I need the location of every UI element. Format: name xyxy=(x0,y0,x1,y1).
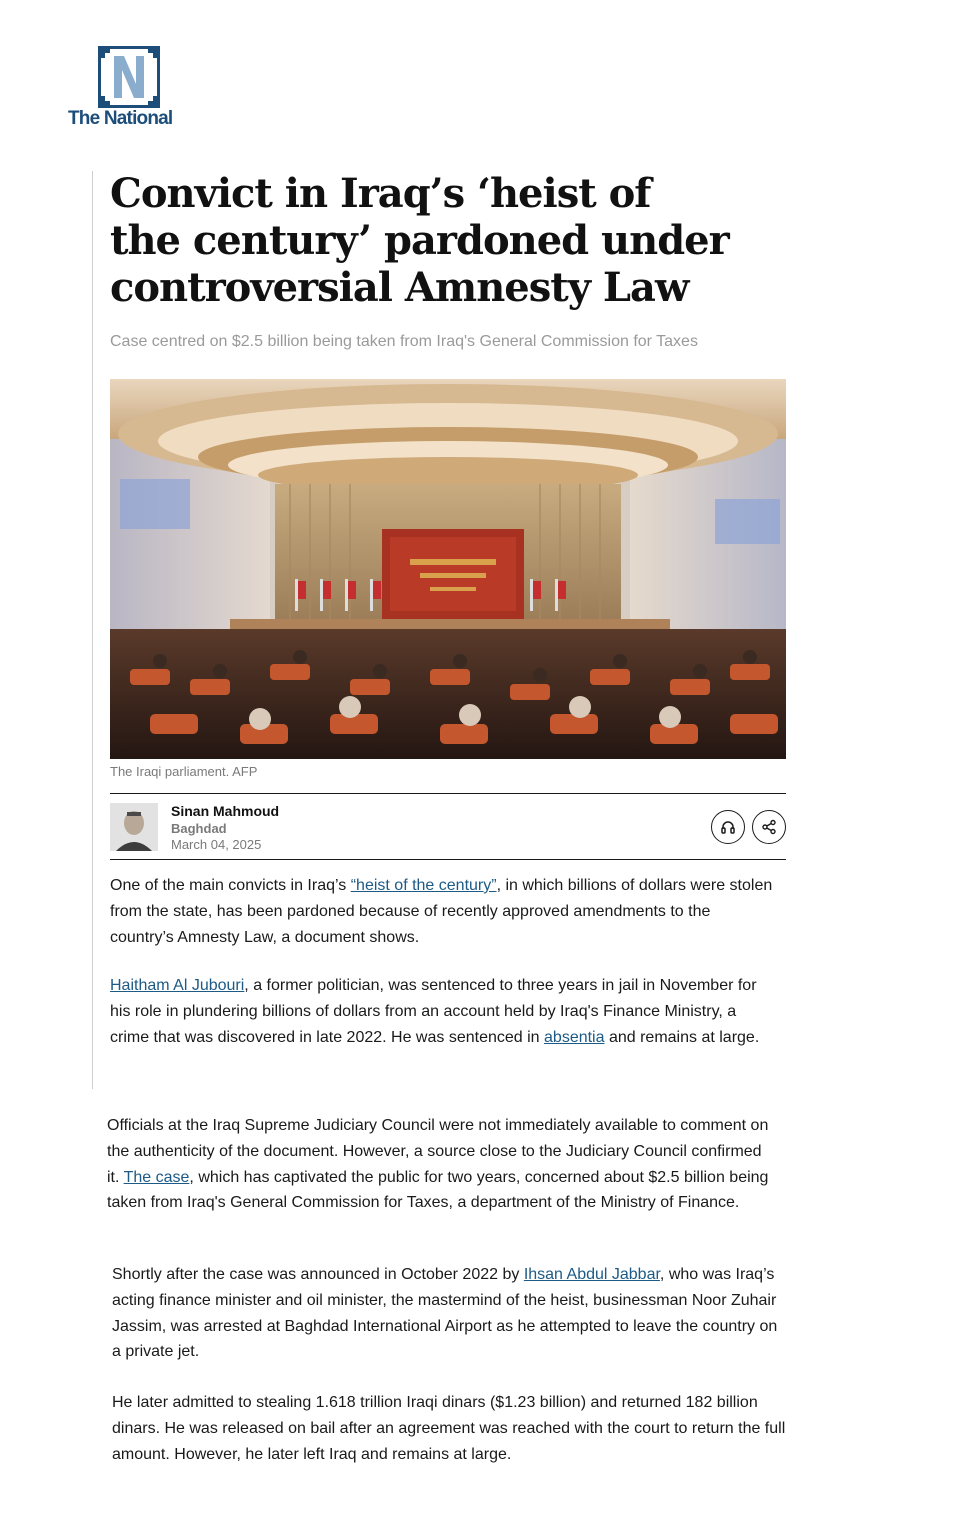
link-heist-of-the-century[interactable]: “heist of the century” xyxy=(350,877,497,894)
body-paragraph: One of the main convicts in Iraq’s “heist of the century”, in which billions of dollars were stolen from the state, has been pardoned because of recently approved amendments to the country’s Amnesty Law, a document shows. xyxy=(110,877,773,946)
body-paragraph: Shortly after the case was announced in October 2022 by Ihsan Abdul Jabbar, who was Iraq’s acting finance minister and oil minister, the mastermind of the heist, businessman Noor Zuhair Jassim, was arrested at Baghdad International Airport as he attempted to leave the country on a private jet. xyxy=(112,1266,778,1361)
author-name[interactable]: Sinan Mahmoud xyxy=(171,803,280,819)
listen-button[interactable] xyxy=(711,810,745,844)
parliament-hall-image xyxy=(110,379,786,759)
site-logo[interactable] xyxy=(68,46,190,130)
body-paragraph: He later admitted to stealing 1.618 trillion Iraqi dinars ($1.23 billion) and returned 182 billion dinars. He was released on bail after an agreement was reached with the court to return the full amount. However, he later left Iraq and remains at large. xyxy=(112,1394,786,1463)
publish-date: March 04, 2025 xyxy=(171,837,262,852)
article-left-rule xyxy=(92,171,93,1089)
image-caption: The Iraqi parliament. AFP xyxy=(110,764,258,779)
author-photo-icon xyxy=(110,803,158,851)
hero-image xyxy=(110,379,786,759)
link-ihsan-abdul-jabbar[interactable]: Ihsan Abdul Jabbar xyxy=(523,1266,660,1283)
article-subheadline: Case centred on $2.5 billion being taken from Iraq's General Commission for Taxes xyxy=(110,333,698,350)
link-absentia[interactable]: absentia xyxy=(544,1028,605,1046)
author-location: Baghdad xyxy=(171,821,227,836)
share-button[interactable] xyxy=(752,810,786,844)
link-the-case[interactable]: The case xyxy=(123,1168,190,1186)
the-national-logo-mark-icon xyxy=(98,46,160,108)
headphones-icon xyxy=(720,819,736,835)
author-avatar[interactable] xyxy=(110,803,158,851)
body-paragraph: Officials at the Iraq Supreme Judiciary Council were not immediately available to comment on the authenticity of the document. However, a source close to the Judiciary Council confirmed it. The case, which has captivated the public for two years, concerned about $2.5 billion being taken from Iraq's General Commission for Taxes, a department of the Ministry of Finance. xyxy=(107,1117,769,1212)
share-icon xyxy=(761,819,777,835)
site-logo-text: The National xyxy=(68,108,173,129)
link-haitham-al-jubouri[interactable]: Haitham Al Jubouri xyxy=(110,977,245,994)
body-paragraph: Haitham Al Jubouri, a former politician, was sentenced to three years in jail in November for his role in plundering billions of dollars from an account held by Iraq's Finance Ministry, a crime that was discovered in late 2022. He was sentenced in absentia and remains at large. xyxy=(110,977,760,1046)
article-byline xyxy=(110,793,786,860)
article-headline: Convict in Iraq’s ‘heist of the century’ pardoned under controversial Amnesty Law xyxy=(110,170,729,311)
